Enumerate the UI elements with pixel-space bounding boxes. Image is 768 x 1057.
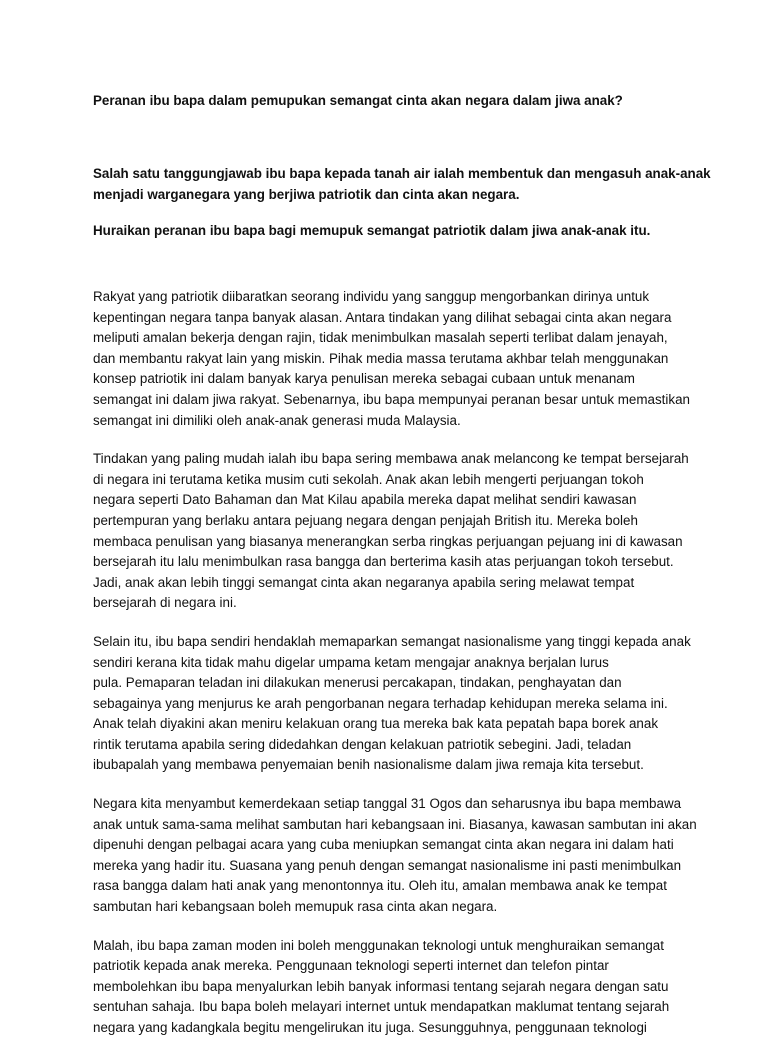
- question-line: Salah satu tanggungjawab ibu bapa kepada tanah air ialah membentuk dan mengasuh anak-anak: [93, 166, 711, 181]
- text-line: Selain itu, ibu bapa sendiri hendaklah memaparkan semangat nasionalisme yang tinggi kepada anak: [93, 633, 691, 649]
- text-line: Jadi, anak akan lebih tinggi semangat cinta akan negaranya apabila sering melawat tempat: [93, 574, 635, 590]
- text-line: bersejarah itu lalu menimbulkan rasa bangga dan berterima kasih atas perjuangan tokoh tersebut.: [93, 554, 674, 570]
- text-line: Negara kita menyambut kemerdekaan setiap tanggal 31 Ogos dan seharusnya ibu bapa membawa: [93, 796, 682, 812]
- text-line: sentuhan sahaja. Ibu bapa boleh melayari internet untuk mendapatkan maklumat tentang sejarah: [93, 999, 670, 1015]
- text-line: sebagainya yang menjurus ke arah pengorbanan negara terhadap kehidupan mereka selama ini.: [93, 695, 668, 711]
- body-paragraph-4: [93, 794, 697, 918]
- text-line: kepentingan negara tanpa banyak alasan. Antara tindakan yang dilihat sebagai cinta akan negara: [93, 309, 672, 325]
- text-line: membaca penulisan yang biasanya menerangkan serba ringkas perjuangan pejuang ini di kawasan: [93, 533, 683, 549]
- body-paragraph-2: [93, 449, 689, 614]
- text-line: semangat ini dimiliki oleh anak-anak generasi muda Malaysia.: [93, 412, 461, 428]
- text-line: rasa bangga dalam hati anak yang menontonnya itu. Oleh itu, amalan membawa anak ke tempat: [93, 878, 667, 894]
- document-page: [93, 90, 711, 1057]
- text-line: semangat ini dalam jiwa rakyat. Sebenarnya, ibu bapa mempunyai peranan besar untuk memastikan: [93, 391, 690, 407]
- instruction-text: Huraikan peranan ibu bapa bagi memupuk semangat patriotik dalam jiwa anak-anak itu.: [93, 223, 651, 238]
- question-text: [93, 163, 711, 205]
- text-line: meliputi amalan bekerja dengan rajin, tidak menimbulkan masalah seperti terlibat dalam jenayah,: [93, 330, 668, 346]
- document-title: Peranan ibu bapa dalam pemupukan semangat cinta akan negara dalam jiwa anak?: [93, 93, 623, 108]
- question-line: menjadi warganegara yang berjiwa patriotik dan cinta akan negara.: [93, 187, 520, 202]
- text-line: negara yang kadangkala begitu mengelirukan itu juga. Sesungguhnya, penggunaan teknologi: [93, 1020, 647, 1035]
- text-line: mereka yang hadir itu. Suasana yang penuh dengan semangat nasionalisme ini pasti menimbulkan: [93, 857, 682, 873]
- text-line: bersejarah di negara ini.: [93, 595, 237, 611]
- text-line: ibubapalah yang membawa penyemaian benih nasionalisme dalam jiwa remaja kita tersebut.: [93, 757, 644, 773]
- body-paragraph-5: [93, 936, 685, 1039]
- text-line: Rakyat yang patriotik diibaratkan seorang individu yang sanggup mengorbankan dirinya untuk: [93, 289, 650, 304]
- text-line: patriotik kepada anak mereka. Penggunaan teknologi seperti internet dan telefon pintar: [93, 958, 609, 974]
- body-paragraph-3: [93, 632, 691, 776]
- text-line: konsep patriotik ini dalam banyak karya penulisan mereka sebagai cubaan untuk menanam: [93, 371, 635, 387]
- text-line: anak untuk sama-sama melihat sambutan hari kebangsaan ini. Biasanya, kawasan sambutan ini akan: [93, 816, 697, 832]
- text-line: dan membantu rakyat lain yang miskin. Pihak media massa terutama akhbar telah menggunakan: [93, 350, 669, 366]
- text-line: Tindakan yang paling mudah ialah ibu bapa sering membawa anak melancong ke tempat bersejarah: [93, 451, 689, 467]
- text-line: sambutan hari kebangsaan boleh memupuk rasa cinta akan negara.: [93, 899, 498, 915]
- text-line: rintik terutama apabila sering didedahkan dengan kelakuan patriotik sebegini. Jadi, teladan: [93, 736, 632, 752]
- text-line: membolehkan ibu bapa menyalurkan lebih banyak informasi tentang sejarah negara dengan satu: [93, 978, 669, 994]
- text-line: dipenuhi dengan pelbagai acara yang cuba meniupkan semangat cinta akan negara ini dalam hati: [93, 837, 674, 853]
- text-line: Malah, ibu bapa zaman moden ini boleh menggunakan teknologi untuk menghuraikan semangat: [93, 937, 664, 953]
- text-line: di negara ini terutama ketika musim cuti sekolah. Anak akan lebih mengerti perjuangan tokoh: [93, 471, 644, 487]
- text-line: pertempuran yang berlaku antara pejuang negara dengan penjajah British itu. Mereka boleh: [93, 512, 638, 528]
- text-line: Anak telah diyakini akan meniru kelakuan orang tua mereka bak kata pepatah bapa borek anak: [93, 716, 659, 732]
- body-paragraph-1: [93, 287, 690, 431]
- text-line: pula. Pemaparan teladan ini dilakukan menerusi percakapan, tindakan, penghayatan dan: [93, 675, 622, 691]
- text-line: negara seperti Dato Bahaman dan Mat Kilau apabila mereka dapat melihat sendiri kawasan: [93, 492, 637, 508]
- text-line: sendiri kerana kita tidak mahu digelar umpama ketam mengajar anaknya berjalan lurus: [93, 654, 609, 670]
